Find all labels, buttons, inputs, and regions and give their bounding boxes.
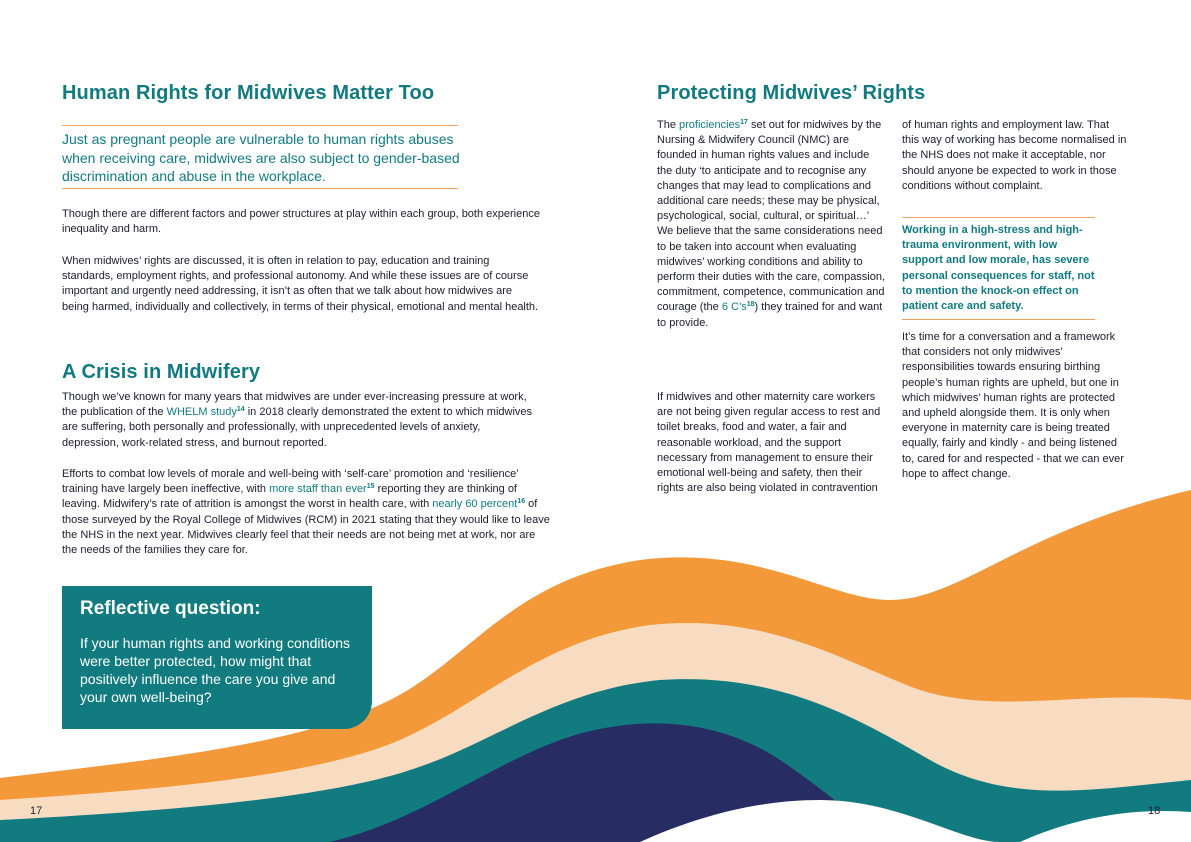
footnote-ref[interactable]: 14	[236, 406, 245, 414]
employment-law-paragraph: of human rights and employment law. That this way of working has become normalised in the NHS does not make it acceptable, nor should anyone be expected to work in those conditions without complaint.	[902, 119, 1127, 192]
rights-paragraph: When midwives’ rights are discussed, it is often in relation to pay, education and training standards, employment rights, and professional autonomy. And while these issues are of course important and urgently need addressing, it isn’t as often that we talk about how midwives are being harmed, individually and collectively, in terms of their physical, emotional and mental health.	[62, 255, 539, 313]
proficiencies-paragraph	[657, 118, 887, 331]
page-title-right: Protecting Midwives’ Rights	[657, 82, 926, 104]
reflective-question-title: Reflective question:	[80, 598, 261, 619]
divider	[62, 188, 458, 189]
reflective-question-box	[62, 586, 372, 729]
nearly-60-percent-link[interactable]: nearly 60 percent	[432, 498, 518, 511]
lead-paragraph: Just as pregnant people are vulnerable to human rights abuses when receiving care, midwives are also subject to gender-based discrimination and abuse in the workplace.	[62, 131, 460, 184]
more-staff-link[interactable]: more staff than ever	[269, 483, 367, 496]
text-run: in 2018 clearly demonstrated the extent to which midwives are suffering, both personally and professionally, with unprecedented levels of anxiety, depression, work-related stress, and burnout reported.	[62, 406, 533, 449]
text-run: Though we’ve known for many years that midwives are under ever-increasing pressure at work, the publication of the	[62, 391, 527, 419]
whelm-study-link[interactable]: WHELM study	[166, 406, 237, 419]
text-run: Efforts to combat low levels of morale and well-being with ‘self-care’ promotion and ‘resilience’ training have largely been ineffective, with	[62, 468, 519, 496]
proficiencies-link[interactable]: proficiencies	[679, 119, 741, 131]
footnote-ref[interactable]: 15	[366, 483, 375, 491]
reflective-question-body: If your human rights and working conditions were better protected, how might that positively influence the care you give and your own well-being?	[80, 635, 351, 705]
footnote-ref[interactable]: 17	[740, 119, 748, 126]
divider	[62, 125, 458, 126]
text-run: reporting they are thinking of leaving. Midwifery’s rate of attrition is amongst the worst in health care, with	[62, 483, 517, 511]
divider	[902, 217, 1095, 218]
page-number-left: 17	[30, 805, 43, 817]
footnote-ref[interactable]: 16	[517, 498, 526, 506]
footnote-ref[interactable]: 18	[746, 301, 755, 309]
text-run: ) they trained for and want to provide.	[657, 301, 883, 329]
text-run: of those surveyed by the Royal College of Midwives (RCM) in 2021 stating that they would like to leave the NHS in the next year. Midwives clearly feel that their needs are not being met at work, nor are the needs of the families they care for.	[62, 498, 550, 557]
divider	[902, 319, 1095, 320]
six-cs-link[interactable]: 6 C’s	[721, 301, 747, 314]
text-run: The	[657, 119, 680, 131]
section-title-crisis: A Crisis in Midwifery	[62, 361, 261, 383]
crisis-paragraph-2	[62, 467, 552, 558]
working-conditions-paragraph: If midwives and other maternity care workers are not being given regular access to rest and toilet breaks, food and water, a fair and reasonable workload, and the support necessary from management to ensure their emotional well-being and safety, then their rights are also being violated in contravention	[657, 391, 881, 495]
callout-quote: Working in a high-stress and high-trauma environment, with low support and low morale, has severe personal consequences for staff, not to mention the knock-on effect on patient care and safety.	[902, 224, 1095, 313]
text-run: set out for midwives by the Nursing & Midwifery Council (NMC) are founded in human rights values and include the duty ‘to anticipate and to recognise any changes that may lead to complications and additional care needs; these may be physical, psychological, social, cultural, or spiritual…’ We believe that the same considerations need to be taken into account when evaluating midwives’ working conditions and ability to perform their duties with the care, compassion, commitment, competence, communication and courage (the	[657, 119, 886, 314]
conversation-paragraph: It’s time for a conversation and a framework that considers not only midwives’ responsibilities towards ensuring birthing people’s human rights are upheld, but one in which midwives’ human rights are protected and upheld alongside them. It is only when everyone in maternity care is being treated equally, fairly and kindly - and being listened to, cared for and respected - that we can ever hope to affect change.	[902, 331, 1124, 480]
page-title-left: Human Rights for Midwives Matter Too	[62, 82, 435, 104]
page-number-right: 18	[1148, 805, 1161, 817]
intro-paragraph: Though there are different factors and power structures at play within each group, both experience inequality and harm.	[62, 208, 540, 236]
crisis-paragraph-1	[62, 390, 540, 451]
